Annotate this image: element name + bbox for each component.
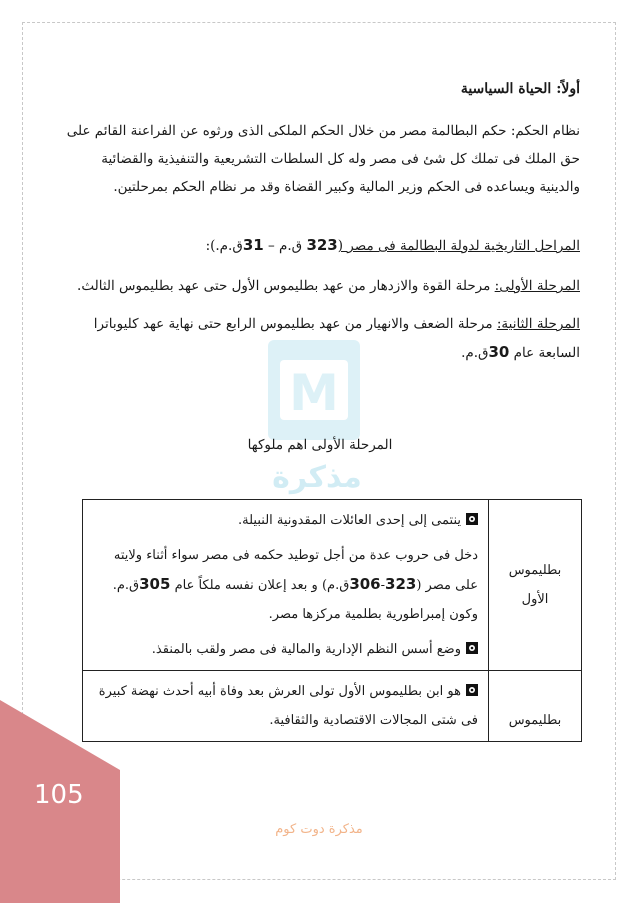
king-point-text: ق.م. وكون إمبراطورية بطلمية مركزها مصر. <box>112 578 478 622</box>
kings-table <box>82 499 582 742</box>
page-heading: أولاً: الحياة السياسية <box>460 81 580 97</box>
flower-bullet-icon <box>466 684 478 696</box>
stages-title-a: المراحل التاريخية لدولة البطالمة فى مصر ( <box>337 238 580 254</box>
footer-brand: مذكرة دوت كوم <box>275 822 363 837</box>
king-info-cell <box>83 671 489 742</box>
stages-title-c: ق.م.): <box>205 238 243 254</box>
system-paragraph <box>60 117 580 201</box>
king-point-text: ينتمى إلى إحدى العائلات المقدونية النبيلة. <box>238 513 461 528</box>
watermark-letter: M <box>289 364 339 422</box>
system-text: حكم البطالمة مصر من خلال الحكم الملكى الذى ورثوه عن الفراعنة القائم على حق الملك فى تملك كل شئ فى مصر وله كل السلطات التشريعية والتنفيذية والقضائية والدينية ويساعده فى الحكم وزير المالية وكبير القضاة وقد مر نظام الحكم بمرحلتين. <box>66 123 580 195</box>
stage-one <box>60 272 580 300</box>
year-number: 306 <box>349 575 381 593</box>
stages-title <box>60 231 580 260</box>
king-point <box>93 541 478 629</box>
king-point-text: دخل فى حروب عدة من أجل توطيد حكمه فى مصر سواء أثناء ولايته على مصر ( <box>113 548 478 593</box>
king-point-text: وضع أسس النظم الإدارية والمالية فى مصر ولقب بالمنقذ. <box>151 642 461 657</box>
system-label: نظام الحكم: <box>510 123 580 139</box>
king-point-text: ق.م) و بعد إعلان نفسه ملكاً عام <box>170 578 350 593</box>
stage-one-label: المرحلة الأولى: <box>494 278 580 294</box>
table-row <box>83 500 582 671</box>
watermark-text: مذكرة <box>272 460 362 495</box>
stages-title-year1: 323 <box>306 236 338 254</box>
stage-two-year: 30 <box>488 343 510 361</box>
kings-section-title: المرحلة الأولى اهم ملوكها <box>247 437 393 453</box>
stage-two <box>60 310 580 367</box>
king-name: بطليموس <box>508 713 562 728</box>
year-number: 305 <box>139 575 171 593</box>
flower-bullet-icon <box>466 642 478 654</box>
king-info-cell <box>83 500 489 671</box>
king-name: بطليموس الأول <box>508 563 562 607</box>
king-point <box>93 635 478 664</box>
flower-bullet-icon <box>466 513 478 525</box>
stages-title-year2: 31 <box>242 236 264 254</box>
king-point <box>93 677 478 735</box>
document-body <box>60 75 580 473</box>
king-point-text: هو ابن بطليموس الأول تولى العرش بعد وفاة أبيه أحدث نهضة كبيرة فى شتى المجالات الاقتصادية والثقافية. <box>98 684 478 728</box>
stage-one-text: مرحلة القوة والازدهار من عهد بطليموس الأول حتى عهد بطليموس الثالث. <box>77 278 495 294</box>
king-name-cell <box>489 671 582 742</box>
stage-two-text: مرحلة الضعف والانهيار من عهد بطليموس الرابع حتى نهاية عهد كليوباترا السابعة عام <box>93 316 580 361</box>
page-number: 105 <box>34 780 84 810</box>
stage-two-label: المرحلة الثانية: <box>496 316 580 332</box>
year-number: 323 <box>385 575 417 593</box>
king-point <box>93 506 478 535</box>
table-row <box>83 671 582 742</box>
king-name-cell <box>489 500 582 671</box>
dash-text: - <box>380 578 386 593</box>
stage-two-suffix: ق.م. <box>461 345 489 361</box>
stages-title-b: ق.م – <box>263 238 307 254</box>
